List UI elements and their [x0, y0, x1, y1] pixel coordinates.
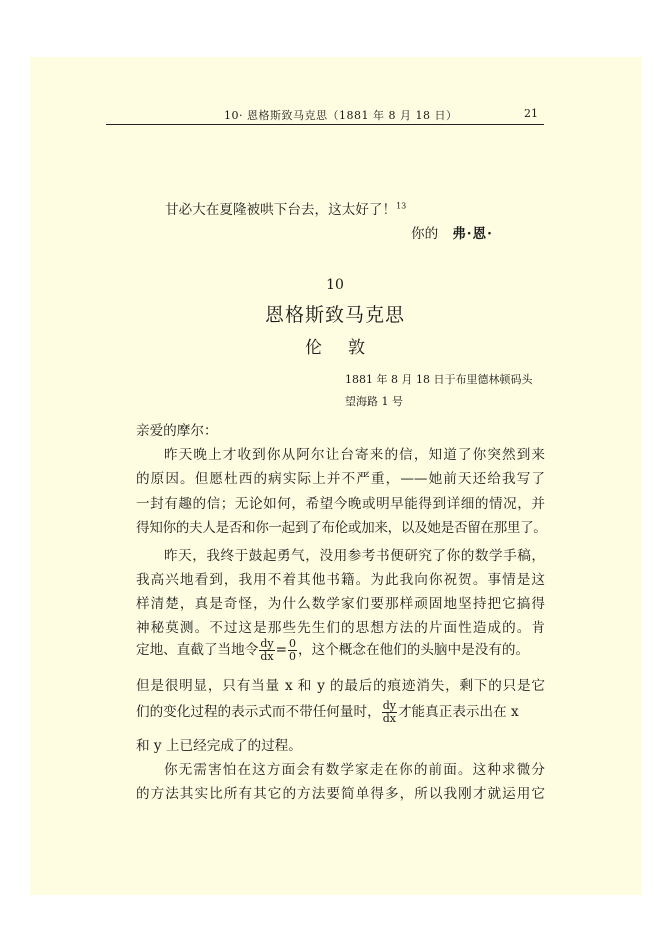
signoff	[411, 222, 493, 242]
body-line-with-formula	[136, 700, 519, 725]
fraction-denominator: dx	[382, 712, 396, 725]
body-line: 的方法其实比所有其它的方法要简单得多，所以我刚才就运用它	[136, 786, 545, 802]
body-line: 得知你的夫人是否和你一起到了布伦或加来，以及她是否留在那里了。	[136, 520, 547, 536]
body-line: 神秘莫测。不过这是那些先生们的思想方法的片面性造成的。肯	[136, 620, 545, 636]
body-line: 你无需害怕在这方面会有数学家走在你的前面。这种求微分	[164, 762, 545, 778]
body-line: 我高兴地看到，我用不着其他书籍。为此我向你祝贺。事情是这	[136, 572, 545, 588]
body-line: 样清楚，真是奇怪，为什么数学家们要那样顽固地坚持把它搞得	[136, 596, 545, 612]
fraction-dy-dx	[259, 638, 274, 663]
closing-line: 甘必大在夏隆被哄下台去，这太好了！	[165, 202, 397, 218]
page-number: 21	[524, 107, 538, 120]
body-line: 一封有趣的信；无论如何，希望今晚或明早能得到详细的情况，并	[136, 496, 545, 512]
body-line: 但是很明显，只有当量 x 和 y 的最后的痕迹消失，剩下的只是它	[136, 678, 545, 694]
signoff-signature: 弗·恩·	[452, 226, 493, 242]
fraction-numerator: dy	[382, 699, 396, 712]
body-line: 昨天，我终于鼓起勇气，没用参考书便研究了你的数学手稿，	[164, 548, 545, 564]
running-header	[106, 106, 544, 125]
fraction-denominator: dx	[260, 650, 274, 663]
body-line: 的原因。但愿杜西的病实际上并不严重，——她前天还给我写了	[136, 471, 545, 487]
fraction-denominator: 0	[289, 650, 296, 663]
body-text: 们的变化过程的表示式而不带任何量时，	[136, 704, 381, 720]
letter-number: 10	[326, 277, 344, 293]
fraction-zero-over-zero	[288, 638, 297, 663]
fraction-dy-dx	[382, 700, 397, 725]
header-title: 10· 恩格斯致马克思（1881 年 8 月 18 日）	[224, 109, 458, 122]
letter-heading: 恩格斯致马克思	[264, 304, 405, 326]
body-line: 昨天晚上才收到你从阿尔让台寄来的信，知道了你突然到来	[164, 447, 545, 463]
body-text: 定地、直截了当地令	[136, 642, 259, 658]
fraction-numerator: 0	[289, 637, 296, 650]
signoff-prefix: 你的	[411, 226, 439, 242]
body-line: 和 y 上已经完成了的过程。	[136, 738, 302, 754]
body-line-with-formula	[136, 638, 529, 663]
salutation: 亲爱的摩尔：	[136, 423, 218, 439]
previous-letter-closing	[165, 198, 406, 218]
equals-sign: =	[275, 642, 287, 658]
letter-place: 伦敦	[305, 338, 391, 358]
footnote-ref: 13	[396, 201, 407, 211]
body-text: ，这个概念在他们的头脑中是没有的。	[298, 642, 530, 658]
fraction-numerator: dy	[260, 637, 274, 650]
address-line-1: 1881 年 8 月 18 日于布里德林顿码头	[345, 373, 533, 386]
address-line-2: 望海路 1 号	[345, 395, 403, 408]
body-text: 才能真正表示出在 x	[397, 704, 519, 720]
